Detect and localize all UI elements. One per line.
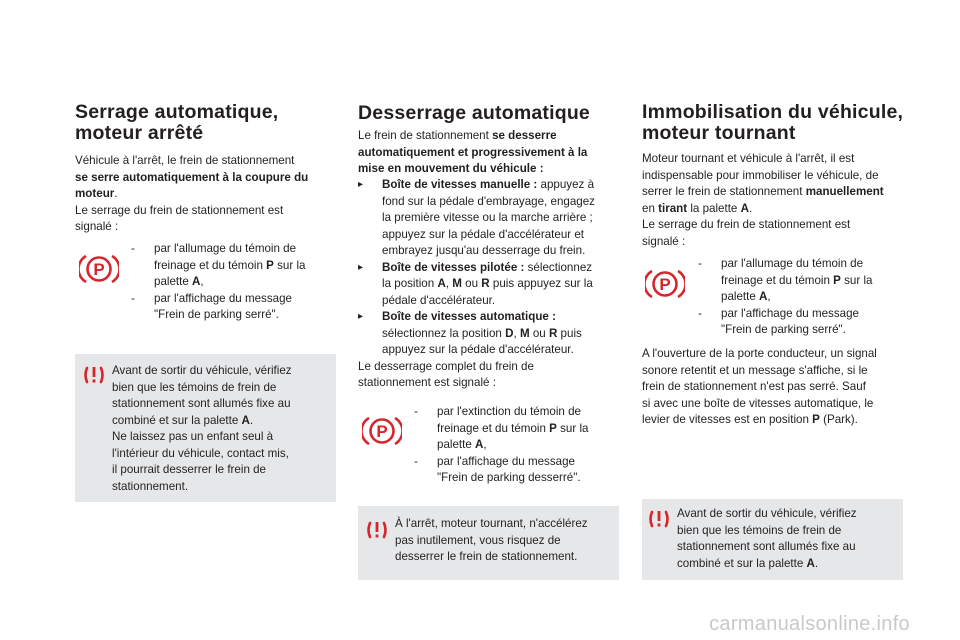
text: sur la	[840, 273, 873, 287]
list-item	[358, 309, 620, 359]
intro-paragraph	[75, 153, 337, 236]
text: Avant de sortir du véhicule, vérifiez	[677, 507, 857, 520]
text: l'intérieur du véhicule, contact mis,	[112, 446, 289, 460]
text: serrer le frein de stationnement	[642, 185, 806, 198]
text: il pourrait desserrer le frein de	[112, 463, 267, 476]
text: freinage et du témoin	[721, 273, 834, 287]
text: sur la	[273, 258, 306, 272]
text: embrayez jusqu'au desserrage du frein.	[382, 244, 586, 257]
text-bold: automatiquement et progressivement à la	[358, 145, 588, 159]
text: bien que les témoins de frein de	[112, 380, 277, 394]
text: stationnement sont allumés fixe au	[677, 540, 856, 553]
dash: -	[414, 405, 418, 418]
text: Ne laissez pas un enfant seul à	[112, 430, 274, 443]
text-bold: A	[475, 438, 484, 451]
signal-list	[698, 256, 908, 339]
text: sur la	[556, 421, 589, 435]
door-warning-paragraph	[642, 346, 904, 429]
text: ,	[445, 277, 453, 290]
watermark: carmanualsonline.info	[709, 613, 910, 635]
warning-text	[677, 506, 899, 572]
text: la première vitesse ou la marche arrière ;	[382, 211, 593, 224]
title-line-2: moteur tournant	[642, 122, 796, 144]
text: combiné et sur la palette	[112, 413, 242, 427]
text: levier de vitesses est en position	[642, 413, 813, 426]
warning-box	[642, 499, 903, 580]
text: appuyez sur la pédale d'accélérateur et	[382, 227, 585, 241]
arrow-bullet-icon: ▸	[358, 311, 364, 322]
text: palette	[721, 290, 760, 303]
intro-paragraph	[642, 151, 904, 250]
text-bold: R	[548, 326, 558, 340]
text: puis	[557, 326, 582, 340]
text-bold: A	[740, 201, 749, 215]
list-item	[358, 177, 620, 260]
text: Moteur tournant et véhicule à l'arrêt, il est	[642, 152, 855, 165]
text: signalé :	[75, 220, 119, 233]
text: (Park).	[819, 413, 858, 426]
dash: -	[698, 306, 702, 320]
text-bold: se desserre	[492, 129, 557, 142]
list-item	[698, 256, 908, 306]
text: .	[114, 187, 118, 200]
text: .	[249, 413, 254, 427]
text: freinage et du témoin	[154, 258, 267, 272]
text: si avec une boîte de vitesses automatique, le	[642, 396, 874, 410]
attention-icon	[367, 521, 387, 539]
text: "Frein de parking serré".	[154, 308, 279, 321]
text: "Frein de parking desserré".	[437, 471, 581, 484]
text: Le serrage du frein de stationnement est	[75, 203, 284, 217]
intro-paragraph	[358, 128, 620, 178]
text-bold: moteur	[75, 187, 115, 200]
text-bold: A	[437, 277, 446, 290]
text-bold: M	[452, 277, 462, 290]
text: Véhicule à l'arrêt, le frein de stationnement	[75, 154, 295, 167]
text: la palette	[687, 201, 741, 215]
text: stationnement est signalé :	[358, 376, 496, 389]
signal-list	[131, 241, 341, 324]
text: bien que les témoins de frein de	[677, 523, 842, 537]
text: ,	[513, 326, 520, 340]
warning-text	[112, 363, 332, 495]
dash: -	[698, 257, 702, 270]
text-bold: A	[192, 275, 201, 288]
text: sélectionnez la position	[382, 326, 506, 340]
text: stationnement.	[112, 479, 189, 493]
text: palette	[154, 275, 193, 288]
signal-list	[414, 404, 624, 487]
text: par l'allumage du témoin de	[721, 257, 864, 270]
text-bold: P	[833, 273, 841, 287]
text-bold: D	[505, 326, 514, 340]
text: pas inutilement, vous risquez de	[395, 533, 561, 547]
text: puis appuyez sur la	[489, 277, 593, 290]
text-bold: Boîte de vitesses pilotée :	[382, 260, 528, 274]
text-bold: A	[806, 556, 815, 570]
text: combiné et sur la palette	[677, 556, 807, 570]
text-bold: Boîte de vitesses automatique :	[382, 310, 556, 323]
list-item	[414, 454, 624, 487]
parking-brake-warning-icon	[79, 252, 119, 286]
text: sonore retentit et un message s'affiche, si le	[642, 363, 868, 377]
arrow-bullet-icon: ▸	[358, 179, 364, 190]
text-bold: tirant	[658, 201, 688, 215]
text: palette	[437, 438, 476, 451]
text: .	[814, 556, 819, 570]
title-line-2: moteur arrêté	[75, 122, 204, 144]
section-title-immobilisation	[642, 102, 903, 144]
text-bold: A	[759, 290, 768, 303]
text: signalé :	[642, 234, 686, 248]
text: par l'affichage du message	[154, 291, 292, 305]
text: "Frein de parking serré".	[721, 323, 846, 336]
dash: -	[414, 454, 418, 468]
list-item	[131, 291, 341, 324]
text-bold: se serre automatiquement à la coupure du	[75, 170, 309, 184]
text: la position	[382, 277, 438, 290]
parking-brake-warning-icon	[645, 267, 685, 301]
text: fond sur la pédale d'embrayage, engagez	[382, 194, 595, 208]
arrow-bullet-icon: ▸	[358, 261, 364, 273]
text: ou	[529, 326, 549, 340]
text: Le serrage du frein de stationnement est	[642, 218, 851, 231]
text: pédale d'accélérateur.	[382, 293, 496, 307]
text: par l'allumage du témoin de	[154, 242, 297, 255]
text: Avant de sortir du véhicule, vérifiez	[112, 364, 292, 377]
text-bold: M	[519, 326, 530, 340]
text: frein de stationnement n'est pas serré. Sauf	[642, 380, 866, 393]
text: ,	[767, 290, 771, 303]
text-bold: P	[266, 258, 274, 272]
section-title-serrage	[75, 102, 278, 144]
list-item	[131, 241, 341, 291]
warning-box	[358, 506, 619, 580]
text: desserrer le frein de stationnement.	[395, 550, 578, 563]
text: en	[642, 201, 659, 215]
list-item	[358, 260, 620, 310]
section-title-desserrage: Desserrage automatique	[358, 102, 590, 124]
text: par l'affichage du message	[721, 306, 859, 320]
text: appuyez à	[540, 178, 595, 191]
attention-icon	[84, 366, 104, 384]
text-bold: mise en mouvement du véhicule :	[358, 162, 544, 175]
title-line-1: Immobilisation du véhicule,	[642, 101, 904, 123]
text-bold: manuellement	[805, 185, 884, 198]
text: freinage et du témoin	[437, 421, 550, 435]
text: sélectionnez	[527, 260, 593, 274]
warning-box	[75, 354, 336, 502]
text: appuyez sur la pédale d'accélérateur.	[382, 343, 574, 356]
text-bold: P	[812, 413, 820, 426]
attention-icon	[649, 510, 669, 528]
list-item	[698, 306, 908, 339]
text: Le frein de stationnement	[358, 129, 493, 142]
text: ,	[483, 438, 487, 451]
dash: -	[131, 242, 135, 255]
text: par l'affichage du message	[437, 454, 575, 468]
text-bold: P	[549, 421, 557, 435]
text: Le desserrage complet du frein de	[358, 359, 534, 373]
gearbox-list	[358, 177, 620, 392]
warning-text	[395, 516, 615, 566]
text: stationnement sont allumés fixe au	[112, 397, 291, 410]
parking-brake-warning-icon	[362, 414, 402, 448]
list-item	[414, 404, 624, 454]
text: À l'arrêt, moteur tournant, n'accélérez	[395, 517, 588, 530]
text: ,	[200, 275, 204, 288]
title-line-1: Serrage automatique,	[75, 101, 279, 123]
dash: -	[131, 291, 135, 305]
text-bold: Boîte de vitesses manuelle :	[382, 178, 541, 191]
text: .	[748, 201, 753, 215]
text: indispensable pour immobiliser le véhicule, de	[642, 168, 879, 182]
text-bold: A	[241, 413, 250, 427]
text-bold: R	[481, 277, 490, 290]
text: ou	[461, 277, 482, 290]
text: A l'ouverture de la porte conducteur, un signal	[642, 347, 877, 360]
text: par l'extinction du témoin de	[437, 405, 581, 418]
